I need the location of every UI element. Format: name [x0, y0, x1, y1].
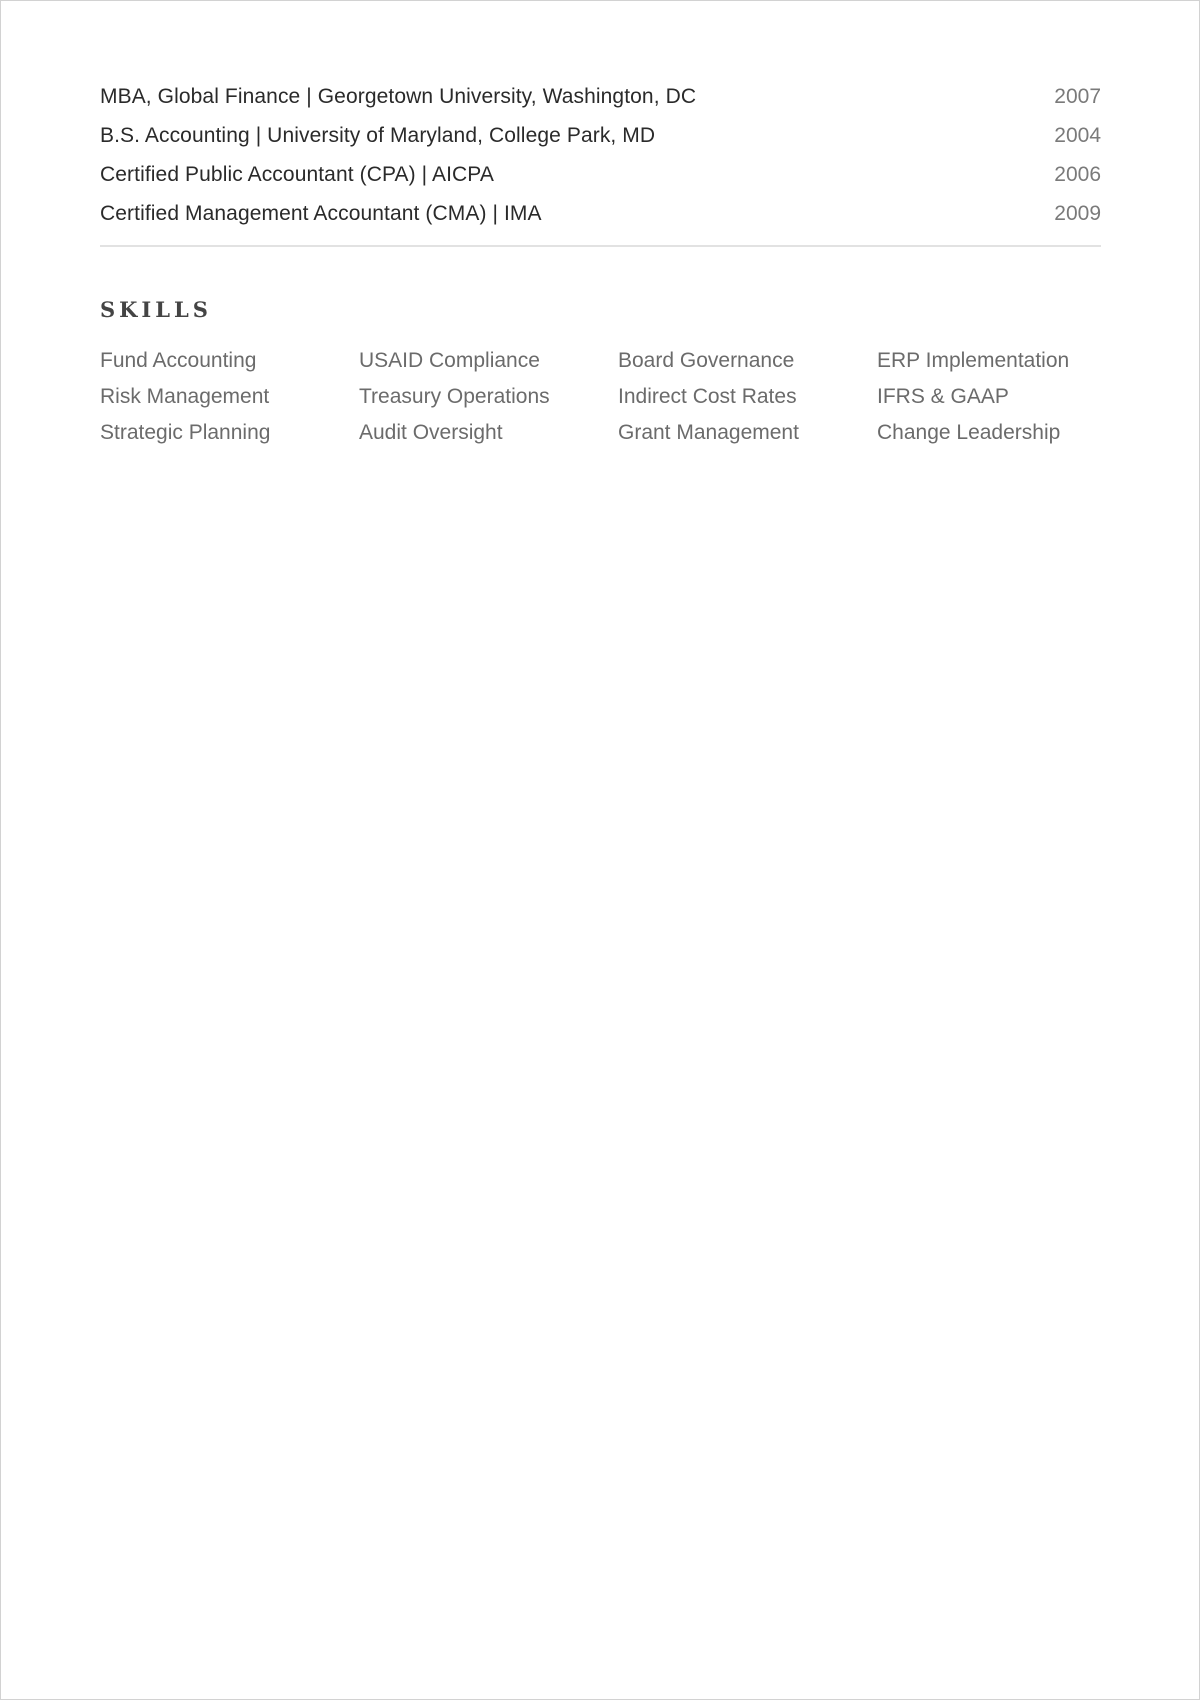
education-list: [100, 77, 1101, 233]
education-year: 2007: [1054, 84, 1101, 108]
skill-item: Treasury Operations: [359, 385, 550, 408]
education-title: MBA, Global Finance | Georgetown University, Washington, DC: [100, 84, 697, 108]
education-title: Certified Public Accountant (CPA) | AICPA: [100, 162, 494, 186]
education-year: 2004: [1054, 123, 1101, 147]
resume-content: [100, 77, 1101, 451]
section-divider: [100, 245, 1101, 247]
education-entry: [100, 77, 1101, 116]
education-title: Certified Management Accountant (CMA) | IMA: [100, 201, 542, 225]
education-year: 2006: [1054, 162, 1101, 186]
skills-heading: SKILLS: [100, 297, 212, 322]
skill-item: Grant Management: [618, 421, 799, 444]
skill-item: USAID Compliance: [359, 349, 540, 372]
skill-item: Risk Management: [100, 385, 270, 408]
education-year: 2009: [1054, 201, 1101, 225]
education-title: B.S. Accounting | University of Maryland, College Park, MD: [100, 123, 656, 147]
education-entry: [100, 155, 1101, 194]
skill-item: IFRS & GAAP: [877, 385, 1009, 408]
skill-item: Indirect Cost Rates: [618, 385, 797, 408]
skill-item: Change Leadership: [877, 421, 1061, 444]
education-entry: [100, 116, 1101, 155]
skills-grid: [100, 343, 1101, 451]
skill-item: Board Governance: [618, 349, 795, 372]
skill-item: Audit Oversight: [359, 421, 503, 444]
education-entry: [100, 194, 1101, 233]
skill-item: Fund Accounting: [100, 349, 257, 372]
skill-item: Strategic Planning: [100, 421, 271, 444]
skill-item: ERP Implementation: [877, 349, 1070, 372]
